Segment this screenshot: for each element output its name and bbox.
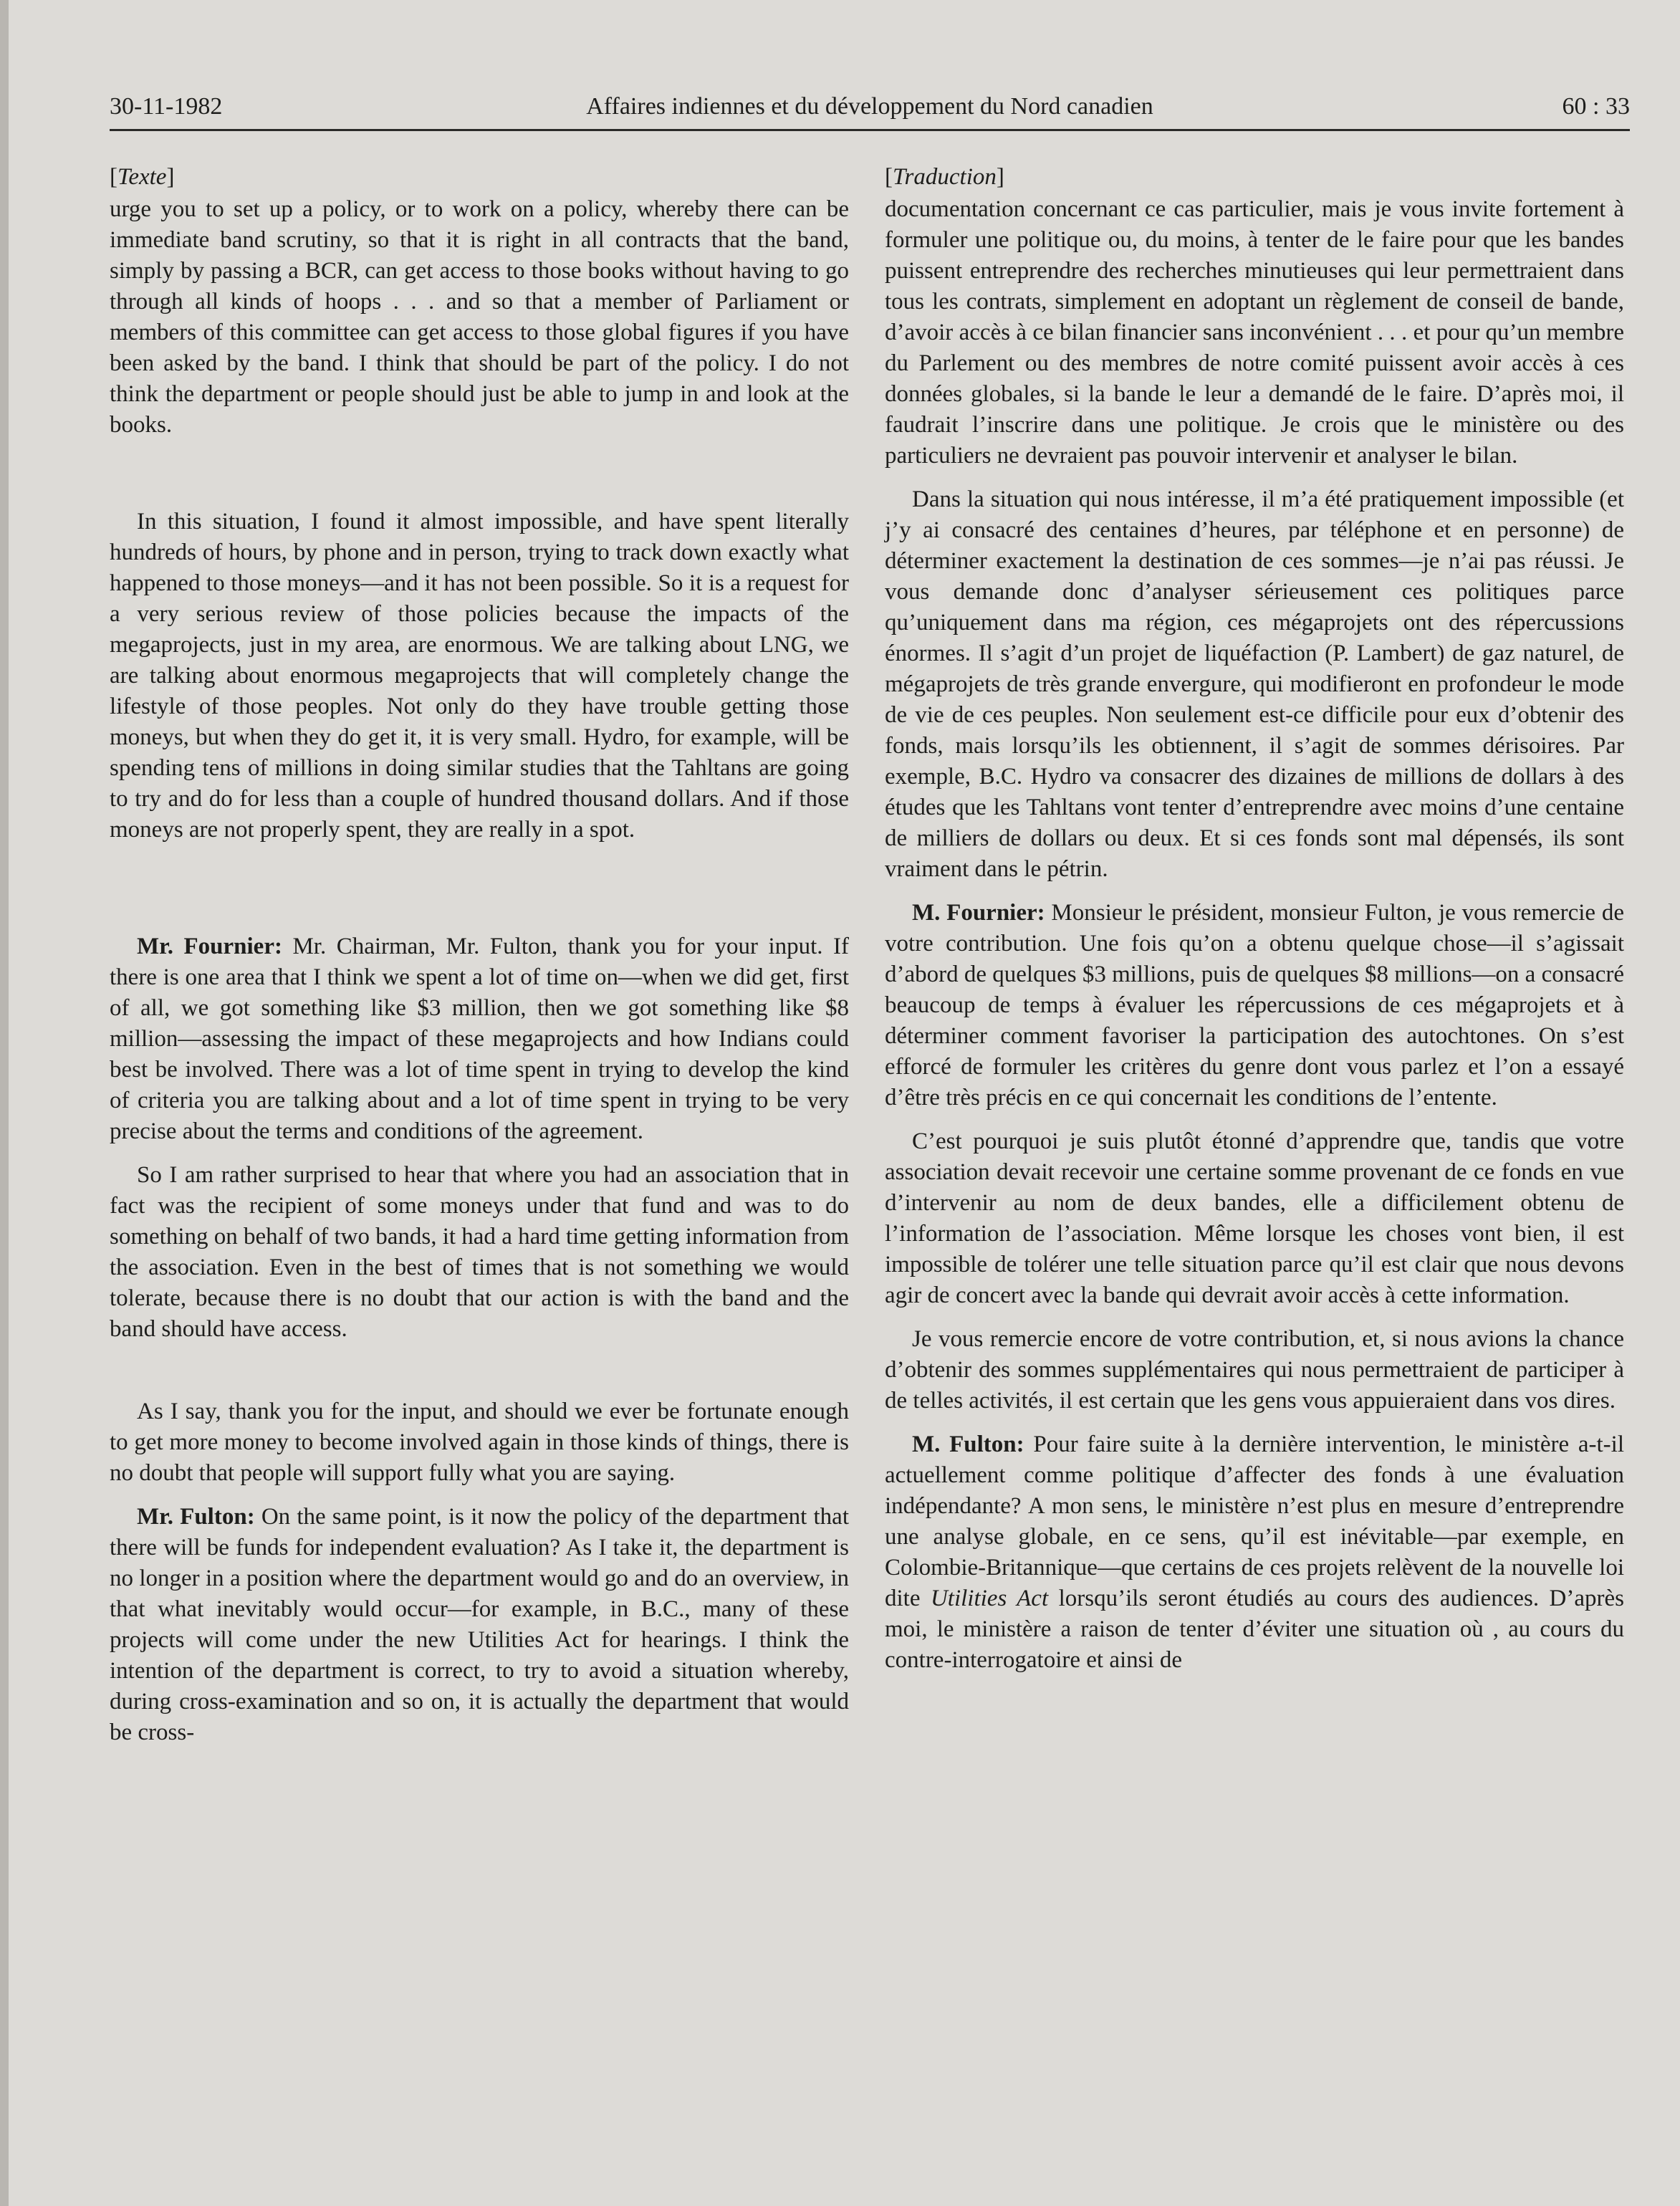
speaker-name: Mr. Fournier: xyxy=(137,934,282,959)
header-page-number: 60 : 33 xyxy=(1562,93,1630,120)
column-label: [Texte] xyxy=(110,164,175,190)
speaker-name: Mr. Fulton: xyxy=(137,1504,255,1530)
italic-title: Utilities Act xyxy=(930,1586,1049,1611)
english-column xyxy=(110,162,849,1748)
speaker-name: M. Fulton: xyxy=(912,1431,1024,1457)
paragraph: urge you to set up a policy, or to work on a policy, whereby there can be immediate band scrutiny, so that it is right in all contracts that the band, simply by passing a BCR, can get access to those books without having to go through all kinds of hoops . . . and so that a member of Parliament or members of this committee can get access to those global figures if you have been asked by the band. I think that should be part of the policy. I do not think the department or people should just be able to jump in and look at the books. xyxy=(110,196,849,438)
page-edge xyxy=(0,0,9,2206)
speech-paragraph: Mr. Fournier: Mr. Chairman, Mr. Fulton, thank you for your input. If there is one area that I think we spent a lot of time on—when we did get, first of all, we got something like $3 million, then we got something like $8 million—assessing the impact of these megaprojects and how Indians could best be involved. There was a lot of time spent in trying to develop the kind of criteria you are talking about and a lot of time spent in trying to be very precise about the terms and conditions of the agreement. xyxy=(110,934,849,1144)
header-date: 30-11-1982 xyxy=(110,93,223,120)
paragraph: documentation concernant ce cas particulier, mais je vous invite fortement à formuler une politique ou, du moins, à tenter de le faire pour que les bandes puissent entreprendre des recherches minutieuses qui leur permettraient dans tous les contrats, simplement en adoptant un règlement de conseil de bande, d’avoir accès à ce bilan financier sans inconvénient . . . et pour qu’un membre du Parlement ou des membres de notre comité puissent avoir accès à ces données globales, si la bande le leur a demandé de le faire. D’après moi, il faudrait l’inscrire dans une politique. Je crois que le ministère ou des particuliers ne devraient pas pouvoir intervenir et analyser le bilan. xyxy=(885,196,1624,469)
paragraph: In this situation, I found it almost impossible, and have spent literally hundreds of hours, by phone and in person, trying to track down exactly what happened to those moneys—and it has not been possible. So it is a request for a very serious review of those policies because the impacts of the megaprojects, just in my area, are enormous. We are talking about LNG, we are talking about enormous megaprojects that will completely change the lifestyle of those peoples. Not only do they have trouble getting those moneys, but when they do get it, it is very small. Hydro, for example, will be spending tens of millions in doing similar studies that the Tahltans are going to try and do for less than a couple of hundred thousand dollars. And if those moneys are not properly spent, they are really in a spot. xyxy=(110,509,849,843)
paragraph: As I say, thank you for the input, and should we ever be fortunate enough to get more money to become involved again in those kinds of things, there is no doubt that people will support fully what you are saying. xyxy=(110,1399,849,1486)
paragraph: Dans la situation qui nous intéresse, il m’a été pratiquement impossible (et j’y ai consacré des centaines d’heures, par téléphone et en personne) de déterminer exactement la destination de ces sommes—je n’ai pas réussi. Je vous demande donc d’analyser sérieusement ces politiques parce qu’uniquement dans ma région, ces mégaprojets ont des répercussions énormes. Il s’agit d’un projet de liquéfaction (P. Lambert) de gaz naturel, de mégaprojets de très grande envergure, qui modifieront en profondeur le mode de vie de ces peuples. Non seulement est-ce difficile pour eux d’obtenir des fonds, mais lorsqu’ils les obtiennent, il s’agit de sommes dérisoires. Par exemple, B.C. Hydro va consacrer des dizaines de millions de dollars à des études que les Tahltans vont tenter d’entreprendre avec moins d’une centaine de milliers de dollars ou deux. Et si ces fonds sont mal dépensés, ils sont vraiment dans le pétrin. xyxy=(885,486,1624,882)
paragraph: So I am rather surprised to hear that where you had an association that in fact was the recipient of some moneys under that fund and was to do something on behalf of two bands, it had a hard time getting information from the association. Even in the best of times that is not something we would tolerate, because there is no doubt that our action is with the band and the band should have access. xyxy=(110,1162,849,1342)
speech-paragraph: Mr. Fulton: On the same point, is it now the policy of the department that there will be funds for independent evaluation? As I take it, the department is no longer in a position where the department would go and do an overview, in that what inevitably would occur—for example, in B.C., many of these projects will come under the new Utilities Act for hearings. I think the intention of the department is correct, to try to avoid a situation whereby, during cross-examination and so on, it is actually the department that would be cross- xyxy=(110,1504,849,1745)
column-label: [Traduction] xyxy=(885,164,1004,190)
paragraph: C’est pourquoi je suis plutôt étonné d’apprendre que, tandis que votre association devait recevoir une certaine somme provenant de ce fonds en vue d’intervenir au nom de deux bandes, elle a difficilement obtenu de l’information de l’association. Même lorsque les choses vont bien, il est impossible de tolérer une telle situation parce qu’il est clair que nous devons agir de concert avec la bande qui devrait avoir accès à cette information. xyxy=(885,1128,1624,1308)
running-header xyxy=(110,89,1630,131)
french-column xyxy=(885,162,1624,1676)
speech-paragraph: M. Fournier: Monsieur le président, monsieur Fulton, je vous remercie de votre contribution. Une fois qu’on a obtenu quelque chose—il s’agissait d’abord de quelques $3 millions, puis de quelques $8 millions—on a consacré beaucoup de temps à évaluer les répercussions de ces mégaprojets et à déterminer comment favoriser la participation des autochtones. On s’est efforcé de formuler les critères du genre dont vous parlez et l’on a essayé d’être très précis en ce qui concernait les conditions de l’entente. xyxy=(885,900,1624,1111)
header-title: Affaires indiennes et du développement du Nord canadien xyxy=(586,93,1153,120)
paragraph: Je vous remercie encore de votre contribution, et, si nous avions la chance d’obtenir des sommes supplémentaires qui nous permettraient de participer à de telles activités, il est certain que les gens vous appuieraient dans vos dires. xyxy=(885,1326,1624,1414)
speaker-name: M. Fournier: xyxy=(912,900,1045,926)
speech-paragraph: M. Fulton: Pour faire suite à la dernière intervention, le ministère a-t-il actuellement comme politique d’affecter des fonds à une évaluation indépendante? A mon sens, le ministère n’est plus en mesure d’entreprendre une analyse globale, en ce sens, qu’il est inévitable—par exemple, en Colombie-Britannique—que certains de ces projets relèvent de la nouvelle loi dite Utilities Act lorsqu’ils seront étudiés au cours des audiences. D’après moi, le ministère a raison de tenter d’éviter une situation où , au cours du contre-interrogatoire et ainsi de xyxy=(885,1431,1624,1673)
